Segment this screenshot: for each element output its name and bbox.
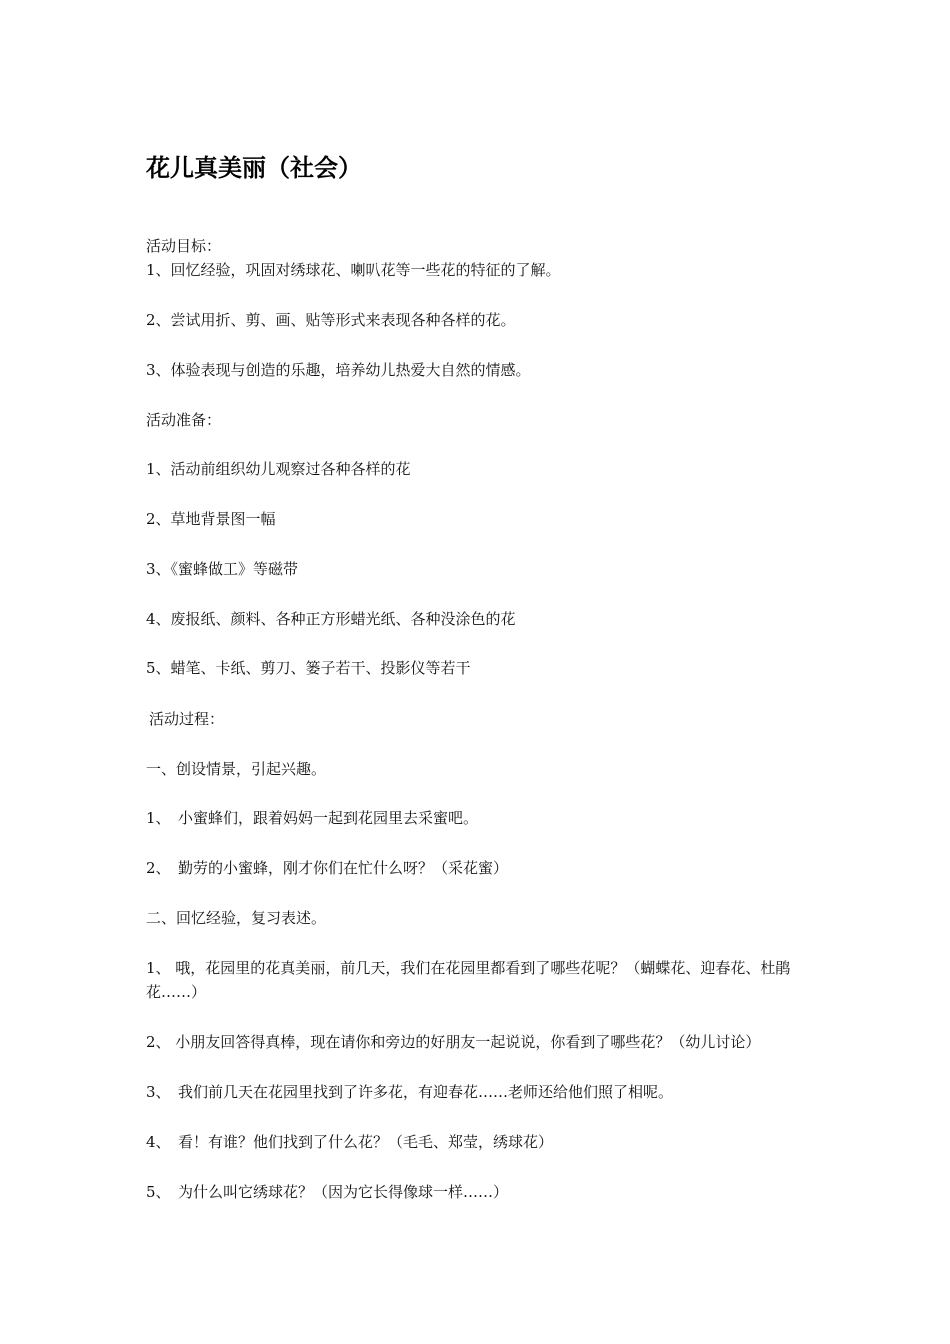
goals-heading: 活动目标： [146,237,222,255]
goal-item-1: 1、回忆经验，巩固对绣球花、喇叭花等一些花的特征的了解。 [146,261,561,279]
prep-item-1: 1、活动前组织幼儿观察过各种各样的花 [146,460,411,478]
section2-item-3: 3、 我们前几天在花园里找到了许多花，有迎春花……老师还给他们照了相呢。 [146,1083,674,1101]
prep-item-2: 2、草地背景图一幅 [146,510,276,528]
section1-item-2: 2、 勤劳的小蜜蜂，刚才你们在忙什么呀？（采花蜜） [146,859,509,877]
prep-item-5: 5、蜡笔、卡纸、剪刀、篓子若干、投影仪等若干 [146,659,471,677]
section2-item-5: 5、 为什么叫它绣球花？（因为它长得像球一样……） [146,1183,509,1201]
goal-item-3: 3、体验表现与创造的乐趣，培养幼儿热爱大自然的情感。 [146,361,531,379]
goal-item-2: 2、尝试用折、剪、画、贴等形式来表现各种各样的花。 [146,311,516,329]
page-title: 花儿真美丽（社会） [146,154,362,182]
section2-item-2: 2、 小朋友回答得真棒，现在请你和旁边的好朋友一起说说，你看到了哪些花？（幼儿讨论） [146,1033,761,1051]
section1-item-1: 1、 小蜜蜂们，跟着妈妈一起到花园里去采蜜吧。 [146,809,479,827]
section2-item-4: 4、 看！有谁？他们找到了什么花？（毛毛、郑莹，绣球花） [146,1133,554,1151]
section2-item-1: 1、 哦，花园里的花真美丽，前几天，我们在花园里都看到了哪些花呢？（蝴蝶花、迎春花、杜鹃花……） [146,959,791,1001]
section1-heading: 一、创设情景，引起兴趣。 [146,760,327,778]
process-heading: 活动过程： [149,710,225,728]
prep-heading: 活动准备： [146,411,222,429]
section2-heading: 二、回忆经验，复习表述。 [146,909,327,927]
prep-item-3: 3、《蜜蜂做工》等磁带 [146,560,299,578]
prep-item-4: 4、废报纸、颜料、各种正方形蜡光纸、各种没涂色的花 [146,610,516,628]
